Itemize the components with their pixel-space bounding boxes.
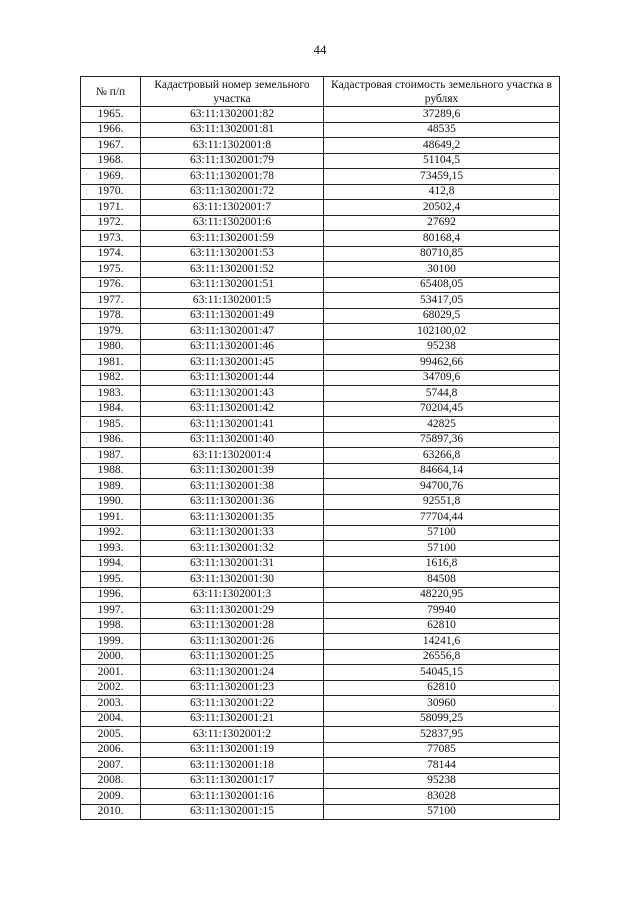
- table-row: [81, 448, 560, 464]
- cell-row-number: 1975.: [81, 262, 141, 278]
- cell-cadastral-value: 77085: [324, 742, 560, 758]
- cell-cadastral-value: 20502,4: [324, 200, 560, 216]
- table-row: [81, 680, 560, 696]
- cell-row-number: 1986.: [81, 432, 141, 448]
- cell-cadastral-number: 63:11:1302001:22: [141, 696, 324, 712]
- cell-row-number: 2005.: [81, 727, 141, 743]
- cell-cadastral-number: 63:11:1302001:81: [141, 122, 324, 138]
- cell-cadastral-number: 63:11:1302001:46: [141, 339, 324, 355]
- cell-row-number: 1988.: [81, 463, 141, 479]
- cell-row-number: 1967.: [81, 138, 141, 154]
- cell-cadastral-number: 63:11:1302001:17: [141, 773, 324, 789]
- table-row: [81, 711, 560, 727]
- table-row: [81, 308, 560, 324]
- cell-row-number: 2003.: [81, 696, 141, 712]
- cell-cadastral-value: 77704,44: [324, 510, 560, 526]
- cell-row-number: 1976.: [81, 277, 141, 293]
- cell-cadastral-value: 51104,5: [324, 153, 560, 169]
- header-row: [81, 77, 560, 107]
- table-row: [81, 200, 560, 216]
- cell-row-number: 1979.: [81, 324, 141, 340]
- table-row: [81, 370, 560, 386]
- cell-cadastral-number: 63:11:1302001:6: [141, 215, 324, 231]
- cell-cadastral-value: 80710,85: [324, 246, 560, 262]
- cell-cadastral-value: 63266,8: [324, 448, 560, 464]
- table-row: [81, 556, 560, 572]
- cell-cadastral-value: 79940: [324, 603, 560, 619]
- cell-row-number: 1966.: [81, 122, 141, 138]
- cell-cadastral-value: 42825: [324, 417, 560, 433]
- cell-cadastral-number: 63:11:1302001:38: [141, 479, 324, 495]
- table-row: [81, 649, 560, 665]
- header-number: № п/п: [81, 77, 141, 107]
- cell-row-number: 1969.: [81, 169, 141, 185]
- cell-row-number: 1990.: [81, 494, 141, 510]
- cell-row-number: 1987.: [81, 448, 141, 464]
- cell-cadastral-number: 63:11:1302001:8: [141, 138, 324, 154]
- cell-cadastral-number: 63:11:1302001:18: [141, 758, 324, 774]
- cell-cadastral-value: 52837,95: [324, 727, 560, 743]
- cell-cadastral-value: 94700,76: [324, 479, 560, 495]
- table-row: [81, 789, 560, 805]
- table-header: [81, 77, 560, 107]
- cell-cadastral-value: 1616,8: [324, 556, 560, 572]
- cell-cadastral-number: 63:11:1302001:33: [141, 525, 324, 541]
- table-row: [81, 122, 560, 138]
- table-row: [81, 541, 560, 557]
- cell-cadastral-number: 63:11:1302001:45: [141, 355, 324, 371]
- cell-row-number: 1974.: [81, 246, 141, 262]
- table-row: [81, 510, 560, 526]
- table-row: [81, 665, 560, 681]
- table-row: [81, 727, 560, 743]
- cell-cadastral-value: 65408,05: [324, 277, 560, 293]
- cell-cadastral-number: 63:11:1302001:15: [141, 804, 324, 820]
- table-row: [81, 355, 560, 371]
- cell-row-number: 1997.: [81, 603, 141, 619]
- cell-cadastral-value: 95238: [324, 339, 560, 355]
- table-row: [81, 246, 560, 262]
- cell-cadastral-value: 27692: [324, 215, 560, 231]
- cell-cadastral-number: 63:11:1302001:3: [141, 587, 324, 603]
- table-row: [81, 293, 560, 309]
- table-body: [81, 107, 560, 820]
- table-row: [81, 386, 560, 402]
- cell-row-number: 1999.: [81, 634, 141, 650]
- cell-cadastral-value: 92551,8: [324, 494, 560, 510]
- cell-cadastral-number: 63:11:1302001:51: [141, 277, 324, 293]
- cell-cadastral-value: 26556,8: [324, 649, 560, 665]
- page-number: 44: [313, 42, 327, 57]
- table-row: [81, 138, 560, 154]
- cell-cadastral-number: 63:11:1302001:4: [141, 448, 324, 464]
- cell-cadastral-number: 63:11:1302001:42: [141, 401, 324, 417]
- cell-row-number: 1998.: [81, 618, 141, 634]
- table-row: [81, 107, 560, 123]
- cell-row-number: 1991.: [81, 510, 141, 526]
- cell-cadastral-value: 30100: [324, 262, 560, 278]
- cell-row-number: 1978.: [81, 308, 141, 324]
- cell-cadastral-number: 63:11:1302001:30: [141, 572, 324, 588]
- cell-cadastral-value: 53417,05: [324, 293, 560, 309]
- cell-cadastral-value: 83028: [324, 789, 560, 805]
- cell-cadastral-number: 63:11:1302001:25: [141, 649, 324, 665]
- cell-cadastral-value: 30960: [324, 696, 560, 712]
- cell-row-number: 2009.: [81, 789, 141, 805]
- table-row: [81, 262, 560, 278]
- table-row: [81, 587, 560, 603]
- table-row: [81, 742, 560, 758]
- cell-row-number: 1993.: [81, 541, 141, 557]
- cell-cadastral-value: 68029,5: [324, 308, 560, 324]
- cell-cadastral-value: 412,8: [324, 184, 560, 200]
- cell-row-number: 1981.: [81, 355, 141, 371]
- table-row: [81, 215, 560, 231]
- cell-row-number: 1980.: [81, 339, 141, 355]
- cell-cadastral-value: 48220,95: [324, 587, 560, 603]
- cell-row-number: 1970.: [81, 184, 141, 200]
- cell-row-number: 1972.: [81, 215, 141, 231]
- table-row: [81, 432, 560, 448]
- table-row: [81, 184, 560, 200]
- cell-row-number: 1973.: [81, 231, 141, 247]
- cell-cadastral-value: 99462,66: [324, 355, 560, 371]
- cell-cadastral-value: 34709,6: [324, 370, 560, 386]
- cell-cadastral-value: 84664,14: [324, 463, 560, 479]
- cell-row-number: 1992.: [81, 525, 141, 541]
- cell-cadastral-value: 37289,6: [324, 107, 560, 123]
- cell-cadastral-value: 57100: [324, 525, 560, 541]
- cell-cadastral-number: 63:11:1302001:59: [141, 231, 324, 247]
- cell-cadastral-number: 63:11:1302001:5: [141, 293, 324, 309]
- cell-row-number: 2006.: [81, 742, 141, 758]
- cell-cadastral-value: 14241,6: [324, 634, 560, 650]
- cell-cadastral-value: 95238: [324, 773, 560, 789]
- table-row: [81, 401, 560, 417]
- cell-cadastral-value: 70204,45: [324, 401, 560, 417]
- cell-row-number: 1996.: [81, 587, 141, 603]
- cell-row-number: 1995.: [81, 572, 141, 588]
- cell-cadastral-number: 63:11:1302001:53: [141, 246, 324, 262]
- header-cadastral-number: Кадастровый номер земельного участка: [141, 77, 324, 107]
- cell-cadastral-number: 63:11:1302001:35: [141, 510, 324, 526]
- cell-cadastral-number: 63:11:1302001:41: [141, 417, 324, 433]
- cell-cadastral-number: 63:11:1302001:21: [141, 711, 324, 727]
- cell-row-number: 2007.: [81, 758, 141, 774]
- table-row: [81, 773, 560, 789]
- table-row: [81, 277, 560, 293]
- cell-row-number: 1983.: [81, 386, 141, 402]
- cell-row-number: 2001.: [81, 665, 141, 681]
- table-row: [81, 634, 560, 650]
- cell-cadastral-value: 84508: [324, 572, 560, 588]
- cell-cadastral-value: 48535: [324, 122, 560, 138]
- cell-cadastral-number: 63:11:1302001:39: [141, 463, 324, 479]
- cell-cadastral-number: 63:11:1302001:7: [141, 200, 324, 216]
- cell-row-number: 2008.: [81, 773, 141, 789]
- cell-cadastral-value: 62810: [324, 618, 560, 634]
- cell-cadastral-number: 63:11:1302001:2: [141, 727, 324, 743]
- cell-cadastral-value: 73459,15: [324, 169, 560, 185]
- table-row: [81, 169, 560, 185]
- cell-cadastral-number: 63:11:1302001:49: [141, 308, 324, 324]
- cell-row-number: 1994.: [81, 556, 141, 572]
- cell-cadastral-value: 48649,2: [324, 138, 560, 154]
- cell-row-number: 1971.: [81, 200, 141, 216]
- cell-cadastral-number: 63:11:1302001:43: [141, 386, 324, 402]
- cell-row-number: 1984.: [81, 401, 141, 417]
- cell-row-number: 2000.: [81, 649, 141, 665]
- cadastral-table: [80, 76, 560, 820]
- cell-cadastral-number: 63:11:1302001:52: [141, 262, 324, 278]
- cell-cadastral-value: 54045,15: [324, 665, 560, 681]
- cell-cadastral-value: 5744,8: [324, 386, 560, 402]
- cell-cadastral-number: 63:11:1302001:31: [141, 556, 324, 572]
- cell-cadastral-number: 63:11:1302001:44: [141, 370, 324, 386]
- cell-cadastral-number: 63:11:1302001:47: [141, 324, 324, 340]
- cell-row-number: 1968.: [81, 153, 141, 169]
- cell-cadastral-number: 63:11:1302001:23: [141, 680, 324, 696]
- table-row: [81, 804, 560, 820]
- cell-cadastral-value: 75897,36: [324, 432, 560, 448]
- table-row: [81, 603, 560, 619]
- cell-row-number: 1985.: [81, 417, 141, 433]
- cell-cadastral-number: 63:11:1302001:26: [141, 634, 324, 650]
- table-row: [81, 572, 560, 588]
- cell-cadastral-number: 63:11:1302001:72: [141, 184, 324, 200]
- cell-cadastral-number: 63:11:1302001:40: [141, 432, 324, 448]
- cell-cadastral-value: 57100: [324, 804, 560, 820]
- cell-row-number: 1989.: [81, 479, 141, 495]
- cell-cadastral-number: 63:11:1302001:36: [141, 494, 324, 510]
- cell-cadastral-number: 63:11:1302001:19: [141, 742, 324, 758]
- table-row: [81, 525, 560, 541]
- table-row: [81, 324, 560, 340]
- cell-row-number: 2002.: [81, 680, 141, 696]
- cell-cadastral-number: 63:11:1302001:79: [141, 153, 324, 169]
- table-row: [81, 758, 560, 774]
- cell-row-number: 1982.: [81, 370, 141, 386]
- table-row: [81, 417, 560, 433]
- table-row: [81, 479, 560, 495]
- cell-cadastral-number: 63:11:1302001:82: [141, 107, 324, 123]
- cell-cadastral-value: 57100: [324, 541, 560, 557]
- cell-cadastral-number: 63:11:1302001:28: [141, 618, 324, 634]
- table-row: [81, 339, 560, 355]
- cell-row-number: 1977.: [81, 293, 141, 309]
- cell-cadastral-value: 78144: [324, 758, 560, 774]
- table-row: [81, 618, 560, 634]
- table-row: [81, 463, 560, 479]
- cell-cadastral-number: 63:11:1302001:24: [141, 665, 324, 681]
- header-cadastral-value: Кадастровая стоимость земельного участка в рублях: [324, 77, 560, 107]
- cell-row-number: 2010.: [81, 804, 141, 820]
- cell-cadastral-value: 58099,25: [324, 711, 560, 727]
- table-row: [81, 696, 560, 712]
- table-row: [81, 231, 560, 247]
- cell-cadastral-number: 63:11:1302001:16: [141, 789, 324, 805]
- cell-cadastral-number: 63:11:1302001:29: [141, 603, 324, 619]
- table-row: [81, 494, 560, 510]
- cell-row-number: 1965.: [81, 107, 141, 123]
- cell-cadastral-value: 102100,02: [324, 324, 560, 340]
- cell-row-number: 2004.: [81, 711, 141, 727]
- cell-cadastral-value: 62810: [324, 680, 560, 696]
- table-row: [81, 153, 560, 169]
- cell-cadastral-number: 63:11:1302001:78: [141, 169, 324, 185]
- cell-cadastral-value: 80168,4: [324, 231, 560, 247]
- cell-cadastral-number: 63:11:1302001:32: [141, 541, 324, 557]
